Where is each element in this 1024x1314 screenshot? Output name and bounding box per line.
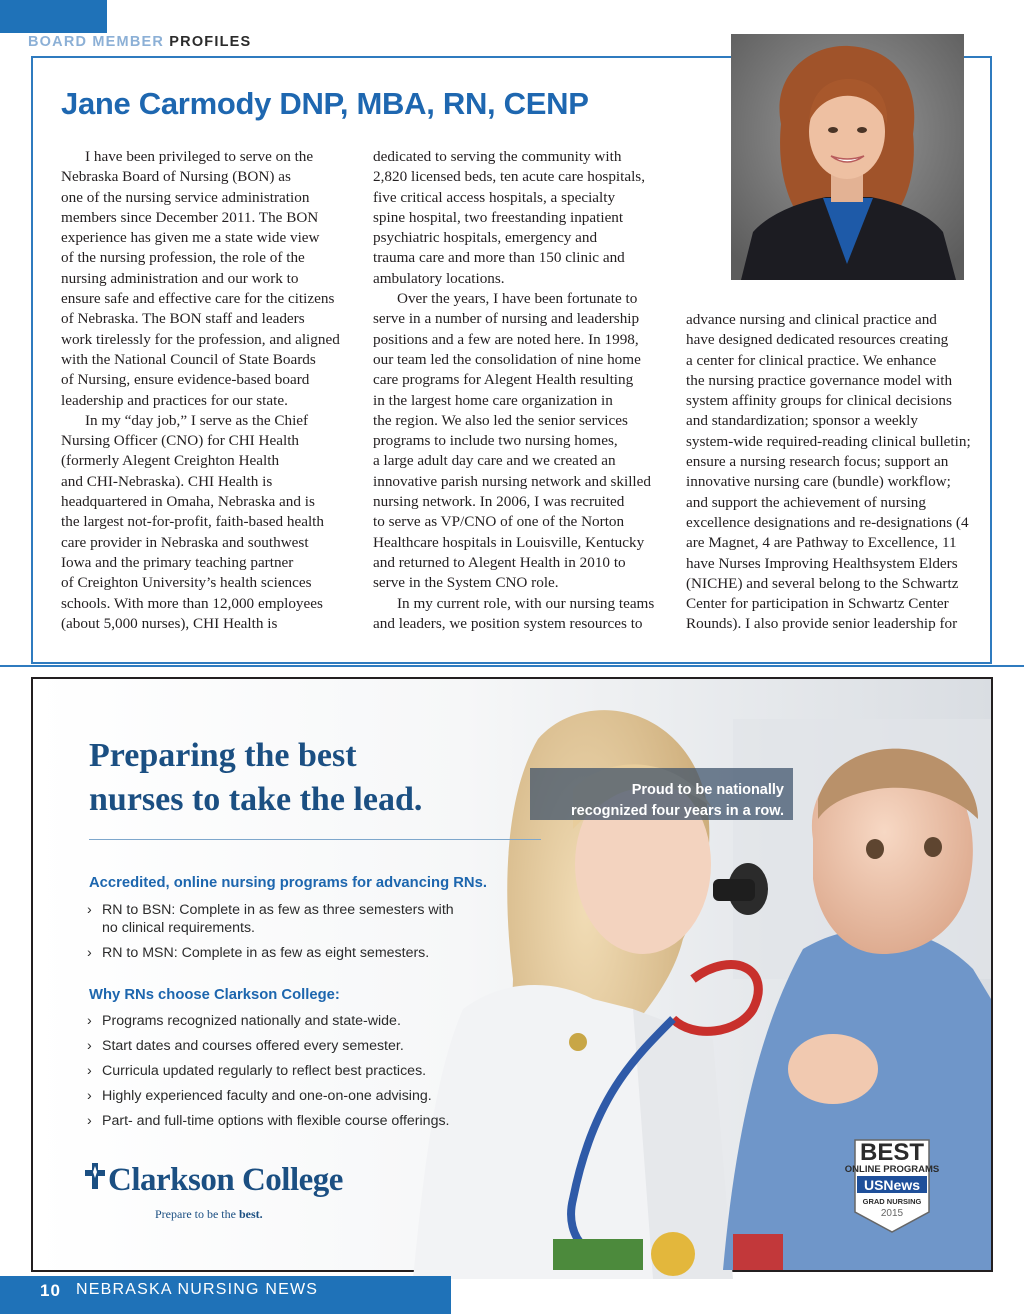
profile-text-line: in the largest home care organization in (373, 391, 613, 409)
clarkson-ad (31, 677, 993, 1272)
badge-online-programs: ONLINE PROGRAMS (844, 1164, 940, 1175)
publication-title: NEBRASKA NURSING NEWS (76, 1281, 319, 1298)
profile-text-line: are Magnet, 4 are Pathway to Excellence, 11 (686, 534, 957, 552)
ad-headline-line1: Preparing the best (89, 737, 357, 774)
profile-text-line: (formerly Alegent Creighton Health (61, 452, 280, 470)
badge-category: GRAD NURSING (862, 1197, 922, 1206)
profile-text-line: innovative parish nursing network and skilled (373, 472, 651, 490)
ad-divider-rule (89, 839, 541, 840)
bullet-chevron-icon: › (87, 1088, 92, 1104)
profile-text-line: trauma care and more than 150 clinic and (373, 249, 625, 267)
profile-text-line: schools. With more than 12,000 employees (61, 594, 323, 612)
profile-column-2 (373, 147, 654, 634)
profile-text-line: a center for clinical practice. We enhance (686, 351, 937, 369)
proud-line1: Proud to be nationally (631, 782, 784, 798)
profile-text-line: with the National Council of State Boards (61, 350, 316, 368)
profile-text-line: ensure a nursing research focus; support an (686, 453, 949, 471)
program-list-item (87, 901, 454, 937)
profile-text-line: nursing network. In 2006, I was recruited (373, 493, 625, 511)
profile-text-line: care provider in Nebraska and southwest (61, 533, 309, 551)
profile-text-line: 2,820 licensed beds, ten acute care hospitals, (373, 168, 646, 186)
profile-text-line: our team led the consolidation of nine home (373, 350, 641, 368)
bullet-chevron-icon: › (87, 945, 92, 961)
tagline-bold: best. (238, 1207, 263, 1221)
profile-text-line: Over the years, I have been fortunate to (397, 290, 638, 308)
profile-text-line: In my current role, with our nursing teams (397, 594, 655, 612)
profile-text-line: Rounds). I also provide senior leadership for (686, 615, 958, 633)
profile-text-line: members since December 2011. The BON (61, 208, 319, 226)
profile-text-line: (about 5,000 nurses), CHI Health is (61, 614, 278, 632)
profile-text-line: to serve as VP/CNO of one of the Norton (373, 513, 625, 531)
profile-text-line: Center for participation in Schwartz Center (686, 595, 949, 613)
program-list-item-text: RN to MSN: Complete in as few as eight semesters. (102, 945, 430, 961)
profile-text-line: the region. We also led the senior services (373, 411, 628, 429)
profile-text-line: dedicated to serving the community with (373, 148, 622, 165)
profile-text-line: and CHI-Nebraska). CHI Health is (61, 472, 273, 490)
profile-divider (0, 665, 1024, 667)
profile-text-line: positions and a few are noted here. In 1998, (373, 330, 639, 348)
reason-list-item-text: Start dates and courses offered every semester. (102, 1038, 404, 1054)
profile-text-line: (NICHE) and several belong to the Schwartz (686, 574, 959, 592)
profile-text-line: have designed dedicated resources creating (686, 331, 949, 349)
clarkson-logo-name: Clarkson College (108, 1162, 343, 1198)
profile-text-line: ambulatory locations. (373, 269, 505, 287)
program-list-item-text: RN to BSN: Complete in as few as three semesters with (102, 902, 454, 918)
profile-text-line: system-wide required-reading clinical bulletin; (686, 432, 971, 450)
profile-text-line: serve in a number of nursing and leadership (373, 310, 640, 328)
bullet-chevron-icon: › (87, 1063, 92, 1079)
profile-text-line: and standardization; sponsor a weekly (686, 412, 918, 430)
reason-list-item (87, 1037, 450, 1055)
profile-title: Jane Carmody DNP, MBA, RN, CENP (61, 86, 589, 121)
profile-text-line: Healthcare hospitals in Louisville, Kentucky (373, 533, 645, 551)
badge-best: BEST (859, 1139, 925, 1166)
ad-headline-line2: nurses to take the lead. (89, 781, 423, 818)
reason-list-item-text: Highly experienced faculty and one-on-one advising. (102, 1088, 432, 1104)
profile-text-line: In my “day job,” I serve as the Chief (85, 411, 309, 429)
ad-subheading-programs: Accredited, online nursing programs for advancing RNs. (89, 875, 487, 891)
bullet-chevron-icon: › (87, 1113, 92, 1129)
profile-column-3 (686, 310, 971, 635)
profile-text-line: of Nebraska. The BON staff and leaders (61, 310, 305, 328)
profile-text-line: Nebraska Board of Nursing (BON) as (61, 168, 291, 186)
profile-text-line: excellence designations and re-designations (4 (686, 513, 969, 531)
program-list-item-text-cont: no clinical requirements. (102, 920, 255, 936)
ad-reasons-list (87, 1012, 450, 1137)
badge-year: 2015 (880, 1208, 904, 1219)
profile-text-line: Nursing Officer (CNO) for CHI Health (61, 432, 300, 450)
clarkson-cross-icon (85, 1163, 105, 1189)
profile-text-line: experience has given me a state wide view (61, 229, 320, 247)
profile-text-line: five critical access hospitals, a specialty (373, 188, 616, 206)
bullet-chevron-icon: › (87, 1038, 92, 1054)
profile-text-line: psychiatric hospitals, emergency and (373, 229, 598, 247)
ad-headline (89, 734, 549, 822)
section-label-part2: MEMBER (92, 34, 170, 50)
profile-text-line: of the nursing profession, the role of the (61, 249, 305, 267)
profile-text-line: and returned to Alegent Health in 2010 to (373, 553, 626, 571)
bullet-chevron-icon: › (87, 1013, 92, 1029)
profile-text-line: programs to include two nursing homes, (373, 432, 618, 450)
reason-list-item-text: Programs recognized nationally and state-wide. (102, 1013, 401, 1029)
profile-text-line: headquartered in Omaha, Nebraska and is (61, 493, 315, 511)
profile-text-line: work tirelessly for the profession, and aligned (61, 330, 340, 348)
profile-column-1 (61, 147, 340, 634)
reason-list-item (87, 1112, 450, 1130)
profile-text-line: Iowa and the primary teaching partner (61, 553, 294, 571)
ad-subheading-why: Why RNs choose Clarkson College: (89, 987, 340, 1003)
profile-text-line: the nursing practice governance model with (686, 371, 953, 389)
reason-list-item-text: Part- and full-time options with flexible course offerings. (102, 1113, 450, 1129)
reason-list-item (87, 1062, 450, 1080)
page-number: 10 (40, 1281, 61, 1300)
profile-text-line: serve in the System CNO role. (373, 574, 559, 592)
profile-text-line: ensure safe and effective care for the citizens (61, 290, 335, 308)
clarkson-tagline (155, 1207, 263, 1222)
profile-text-line: of Creighton University’s health sciences (61, 574, 312, 592)
ad-program-list (87, 901, 454, 969)
proud-banner-text (552, 780, 784, 822)
tagline-prefix: Prepare to be the (155, 1207, 239, 1221)
bullet-chevron-icon: › (87, 902, 92, 918)
profile-text-line: advance nursing and clinical practice and (686, 311, 937, 328)
profile-photo (731, 34, 964, 280)
profile-text-line: and support the achievement of nursing (686, 493, 926, 511)
proud-line2: recognized four years in a row. (571, 803, 784, 819)
profile-text-line: one of the nursing service administration (61, 188, 310, 206)
profile-text-line: of Nursing, ensure evidence-based board (61, 371, 310, 389)
section-label-part1: BOARD (28, 34, 93, 50)
usnews-best-badge (844, 1138, 940, 1234)
profile-text-line: system affinity groups for clinical decisions (686, 392, 952, 410)
reason-list-item (87, 1087, 450, 1105)
profile-text-line: nursing administration and our work to (61, 269, 299, 287)
profile-text-line: leadership and practices for our state. (61, 391, 288, 409)
reason-list-item (87, 1012, 450, 1030)
profile-text-line: I have been privileged to serve on the (85, 148, 314, 165)
profile-text-line: a large adult day care and we created an (373, 452, 616, 470)
profile-text-line: have Nurses Improving Healthsystem Elders (686, 554, 958, 572)
badge-usnews: USNews (863, 1177, 921, 1193)
profile-text-line: the largest not-for-profit, faith-based health (61, 513, 324, 531)
corner-color-block (0, 0, 107, 33)
reason-list-item-text: Curricula updated regularly to reflect best practices. (102, 1063, 427, 1079)
profile-text-line: innovative nursing care (bundle) workflow; (686, 473, 951, 491)
program-list-item (87, 944, 454, 962)
section-label-part3: PROFILES (169, 34, 252, 50)
profile-text-line: and leaders, we position system resources to (373, 614, 643, 632)
profile-text-line: spine hospital, two freestanding inpatient (373, 208, 624, 226)
section-label (28, 33, 251, 51)
profile-text-line: care programs for Alegent Health resulting (373, 371, 634, 389)
